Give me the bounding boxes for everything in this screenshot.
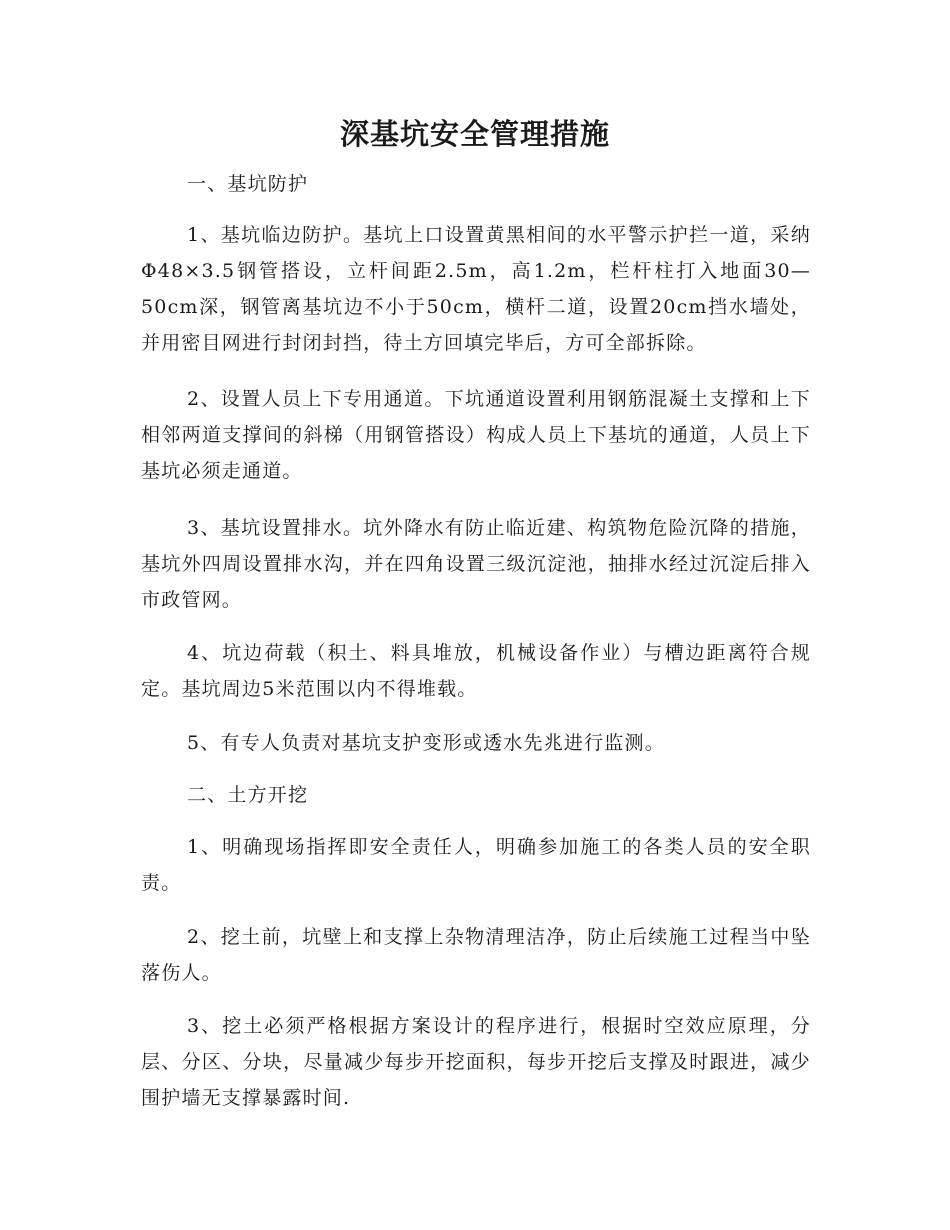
section-heading-1: 一、基坑防护	[187, 173, 309, 195]
paragraph-2-2: 2、挖土前，坑壁上和支撑上杂物清理洁净，防止后续施工过程当中坠落伤人。	[141, 926, 811, 984]
paragraph-1-2: 2、设置人员上下专用通道。下坑通道设置利用钢筋混凝土支撑和上下相邻两道支撑间的斜梯（用钢管搭设）构成人员上下基坑的通道，人员上下基坑必须走通道。	[141, 388, 811, 482]
paragraph-1-1: 1、基坑临边防护。基坑上口设置黄黑相间的水平警示护拦一道，采纳Φ48×3.5钢管搭设，立杆间距2.5m，高1.2m，栏杆柱打入地面30—50cm深，钢管离基坑边不小于50cm，横杆二道，设置20cm挡水墙处，并用密目网进行封闭封挡，待土方回填完毕后，方可全部拆除。	[141, 224, 811, 354]
paragraph-2-3: 3、挖土必须严格根据方案设计的程序进行，根据时空效应原理，分层、分区、分块，尽量减少每步开挖面积，每步开挖后支撑及时跟进，减少围护墙无支撑暴露时间.	[141, 1015, 811, 1109]
document-title: 深基坑安全管理措施	[339, 117, 610, 151]
paragraph-1-5: 5、有专人负责对基坑支护变形或透水先兆进行监测。	[187, 732, 665, 754]
paragraph-1-4: 4、坑边荷载（积土、料具堆放，机械设备作业）与槽边距离符合规定。基坑周边5米范围以内不得堆载。	[141, 642, 811, 700]
section-heading-2: 二、土方开挖	[187, 784, 309, 806]
paragraph-2-1: 1、明确现场指挥即安全责任人，明确参加施工的各类人员的安全职责。	[141, 836, 811, 894]
paragraph-1-3: 3、基坑设置排水。坑外降水有防止临近建、构筑物危险沉降的措施，基坑外四周设置排水沟，并在四角设置三级沉淀池，抽排水经过沉淀后排入市政管网。	[141, 517, 811, 611]
